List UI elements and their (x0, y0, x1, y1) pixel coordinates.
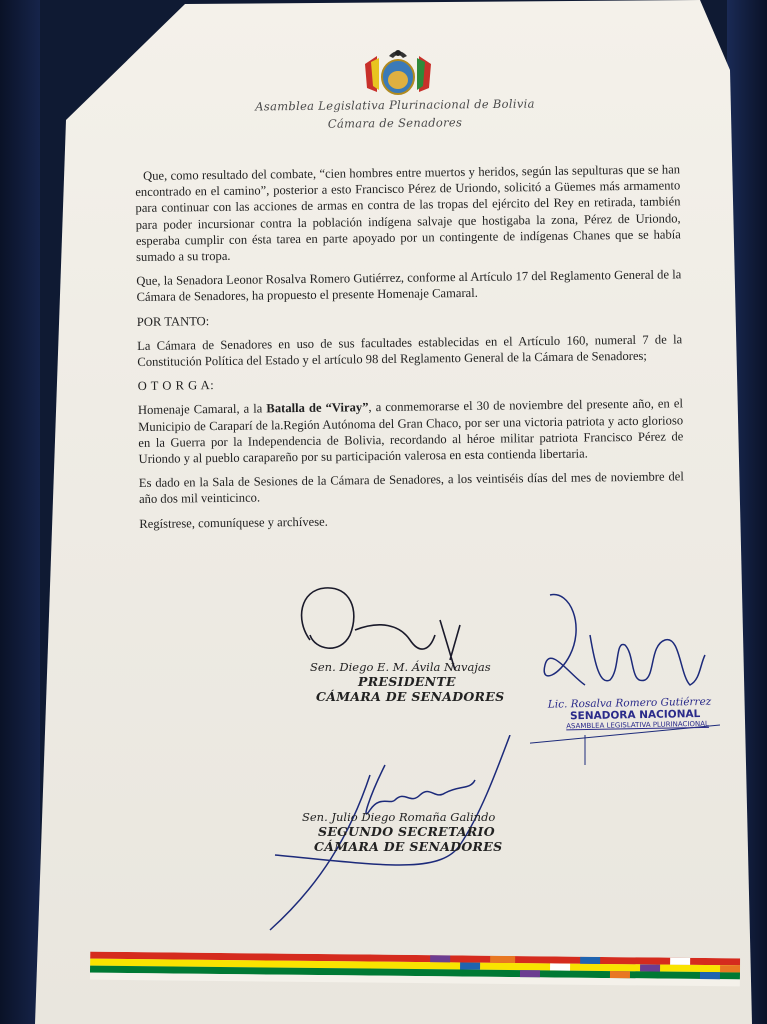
president-role: PRESIDENTE (358, 674, 456, 689)
senator-role: SENADORA NACIONAL (569, 708, 701, 723)
secretary-name: Sen. Julio Diego Romaña Galindo (302, 810, 496, 824)
secretary-org: CÁMARA DE SENADORES (314, 839, 503, 854)
senator-block (548, 695, 739, 730)
senator-org: ASAMBLEA LEGISLATIVA PLURINACIONAL (566, 719, 709, 731)
institution-name: Asamblea Legislativa Plurinacional de Bolivia (255, 96, 535, 114)
president-name: Sen. Diego E. M. Ávila Navajas (310, 660, 491, 674)
flag-stripe-border (90, 952, 740, 994)
battle-name: Batalla de “Viray” (266, 400, 369, 416)
paragraph-closing: Regístrese, comuníquese y archívese. (139, 514, 328, 531)
president-org: CÁMARA DE SENADORES (316, 689, 505, 704)
paragraph-homage (138, 396, 684, 467)
coat-of-arms-icon (363, 44, 433, 100)
resolution-body (135, 161, 685, 539)
folder-cover-left (0, 0, 40, 1024)
secretary-block (302, 810, 532, 854)
paragraph-faculties: La Cámara de Senadores en uso de sus facultades establecidas en el Artículo 160, numeral 7 de la Constitución Política del Estado y el artículo 98 del Reglamento General de la Cámara de Senadores; (137, 332, 683, 370)
secretary-role: SEGUNDO SECRETARIO (318, 824, 495, 839)
otorga-heading: O T O R G A: (137, 378, 215, 394)
president-block (310, 660, 530, 704)
homage-details: , a conmemorarse el 30 de noviembre del presente año, en el Municipio de Caraparí de la.Región Autónoma del Gran Chaco, por ser una victoria patriota y acto glorioso en la Guerra por la Independencia de Bolivia, recordando al héroe militar patriota Francisco Pérez de Uriondo y al pueblo carapareño por su participación valerosa en esta contienda libertaria. (138, 396, 684, 467)
paragraph-given: Es dado en la Sala de Sesiones de la Cámara de Senadores, a los veintiséis días del mes de noviembre del año dos mil veinticinco. (138, 469, 684, 507)
senator-signature (530, 585, 720, 765)
por-tanto-heading: POR TANTO: (136, 313, 210, 329)
homage-intro: Homenaje Camaral, a la (137, 401, 267, 418)
paragraph-combat: Que, como resultado del combate, “cien hombres entre muertos y heridos, según las sepulturas que se han encontrado en el camino”, posterior a esto Francisco Pérez de Uriondo, solicitó a Güemes más armamento para continuar con las acciones de armas en contra de las tropas del ejército del Rey en retirada, también para poder incursionar contra la población indígena salvaje que hostigaba la zona, Pérez de Uriondo, esperaba cumplir con ésta tarea en parte apoyado por un contingente de indígenas Chanes que se había sumado a su tropa. (135, 162, 681, 265)
senator-name: Lic. Rosalva Romero Gutiérrez (547, 695, 712, 711)
paragraph-proposal: Que, la Senadora Leonor Rosalva Romero Gutiérrez, conforme al Artículo 17 del Reglamento General de la Cámara de Senadores, ha propuesto el presente Homenaje Camaral. (136, 267, 682, 305)
chamber-name: Cámara de Senadores (327, 115, 463, 131)
